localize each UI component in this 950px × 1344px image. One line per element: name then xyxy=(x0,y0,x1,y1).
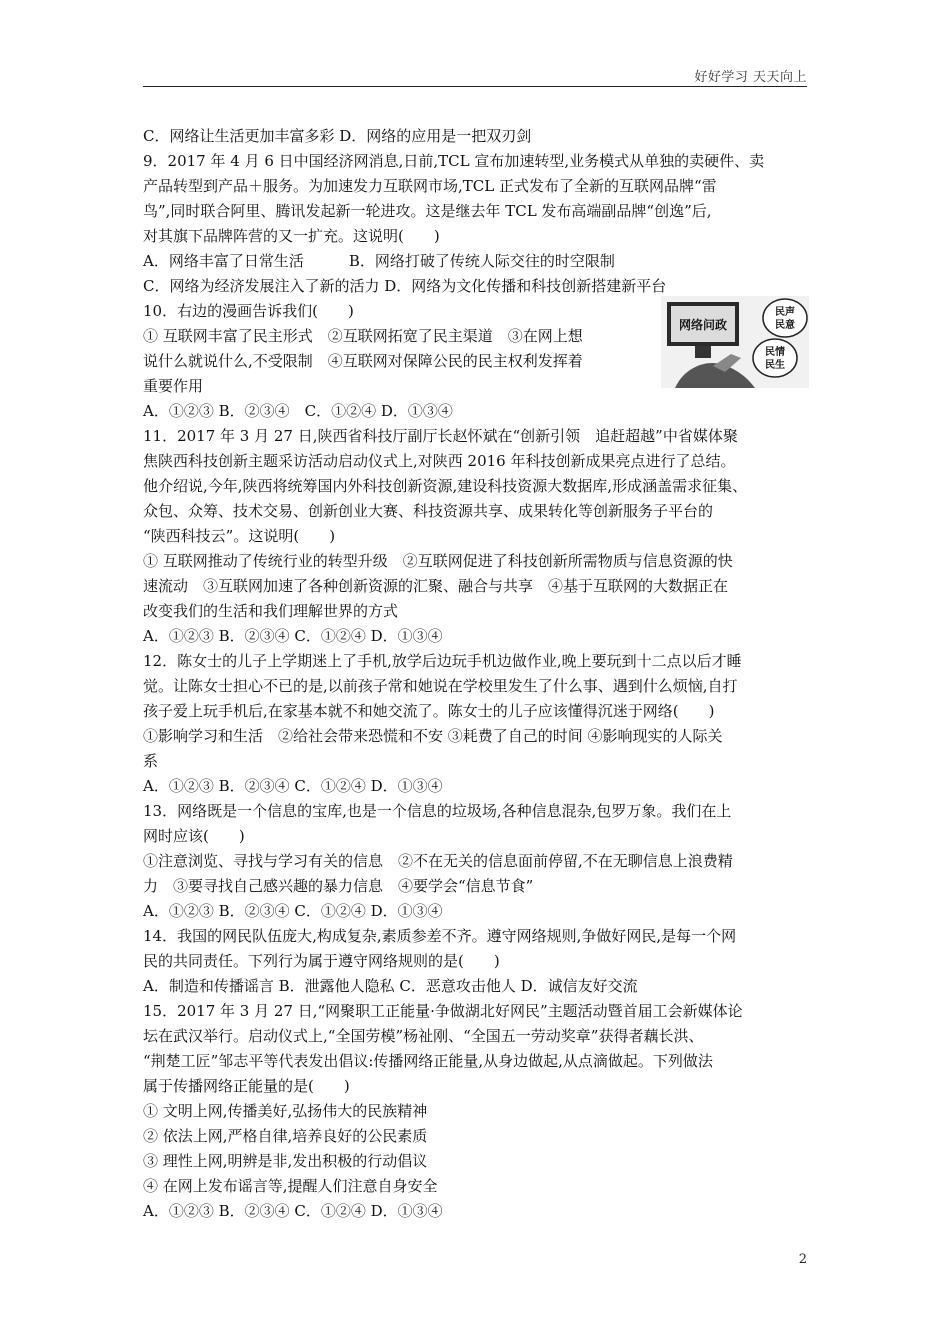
text-line: 11．2017 年 3 月 27 日,陕西省科技厅副厅长赵怀斌在“创新引领 追赶超越”中省媒体聚 xyxy=(143,427,738,445)
cartoon-image xyxy=(661,296,809,388)
text-line: 他介绍说,今年,陕西将统筹国内外科技创新资源,建设科技资源大数据库,形成涵盖需求征集、 xyxy=(143,477,748,495)
text-line: A．①②③ B．②③④ C．①②④ D．①③④ xyxy=(143,777,443,795)
bubble-top-line: 民声 xyxy=(775,307,795,318)
text-line: “荆楚工匠”邹志平等代表发出倡议:传播网络正能量,从身边做起,从点滴做起。下列做法 xyxy=(143,1052,713,1070)
text-line: ① 互联网推动了传统行业的转型升级 ②互联网促进了科技创新所需物质与信息资源的快 xyxy=(143,552,733,570)
text-line: C．网络让生活更加丰富多彩 D．网络的应用是一把双刃剑 xyxy=(143,127,532,145)
text-line: 对其旗下品牌阵营的又一扩充。这说明( ) xyxy=(143,227,440,245)
text-line: ① 互联网丰富了民主形式 ②互联网拓宽了民主渠道 ③在网上想 xyxy=(143,327,583,345)
page-number: 2 xyxy=(798,1252,807,1267)
text-line: 产品转型到产品＋服务。为加速发力互联网市场,TCL 正式发布了全新的互联网品牌“雷 xyxy=(143,177,717,195)
text-line: 众包、众筹、技术交易、创新创业大赛、科技资源共享、成果转化等创新服务子平台的 xyxy=(143,502,714,520)
text-line: 14．我国的网民队伍庞大,构成复杂,素质参差不齐。遵守网络规则,争做好网民,是每一个网 xyxy=(143,927,737,945)
text-line: ② 依法上网,严格自律,培养良好的公民素质 xyxy=(143,1127,428,1145)
text-line: A．制造和传播谣言 B．泄露他人隐私 C．恶意攻击他人 D．诚信友好交流 xyxy=(143,977,638,995)
text-line: 力 ③要寻找自己感兴趣的暴力信息 ④要学会“信息节食” xyxy=(143,877,534,895)
text-line: ①影响学习和生活 ②给社会带来恐慌和不安 ③耗费了自己的时间 ④影响现实的人际关 xyxy=(143,727,723,745)
text-line: C．网络为经济发展注入了新的活力 D．网络为文化传播和科技创新搭建新平台 xyxy=(143,277,667,295)
text-line: 13．网络既是一个信息的宝库,也是一个信息的垃圾场,各种信息混杂,包罗万象。我们在上 xyxy=(143,802,732,820)
bubble-top-line: 民意 xyxy=(775,320,795,331)
text-line: 孩子爱上玩手机后,在家基本就不和她交流了。陈女士的儿子应该懂得沉迷于网络( ) xyxy=(143,702,715,720)
text-line: A．①②③ B．②③④ C．①②④ D．①③④ xyxy=(143,627,443,645)
text-line: 重要作用 xyxy=(143,377,204,395)
text-line: 网时应该( ) xyxy=(143,827,245,845)
text-line: A．①②③ B．②③④ C．①②④ D．①③④ xyxy=(143,902,443,920)
text-line: 鸟”,同时联合阿里、腾讯发起新一轮进攻。这是继去年 TCL 发布高端副品牌“创逸”后, xyxy=(143,202,712,220)
text-line: A．①②③ B．②③④ C．①②④ D．①③④ xyxy=(143,402,453,420)
text-line: 改变我们的生活和我们理解世界的方式 xyxy=(143,602,399,620)
text-line: A．①②③ B．②③④ C．①②④ D．①③④ xyxy=(143,1202,443,1220)
text-line: 属于传播网络正能量的是( ) xyxy=(143,1077,350,1095)
text-line: 速流动 ③互联网加速了各种创新资源的汇聚、融合与共享 ④基于互联网的大数据正在 xyxy=(143,577,729,595)
bubble-bottom-line: 民生 xyxy=(765,360,785,371)
text-line: 15．2017 年 3 月 27 日,“网聚职工正能量·争做湖北好网民”主题活动暨首届工会新媒体论 xyxy=(143,1002,743,1020)
speech-bubble-top xyxy=(763,299,807,337)
document-body xyxy=(143,124,811,1224)
remaining-questions xyxy=(143,399,811,1224)
text-line: 系 xyxy=(143,752,159,770)
text-line: ①注意浏览、寻找与学习有关的信息 ②不在无关的信息面前停留,不在无聊信息上浪费精 xyxy=(143,852,733,870)
text-line: A．网络丰富了日常生活 B．网络打破了传统人际交往的时空限制 xyxy=(143,252,615,270)
text-line: 说什么就说什么,不受限制 ④互联网对保障公民的民主权利发挥着 xyxy=(143,352,583,370)
text-line: 12．陈女士的儿子上学期迷上了手机,放学后边玩手机边做作业,晚上要玩到十二点以后才睡 xyxy=(143,652,742,670)
bubble-bottom-line: 民情 xyxy=(765,347,785,358)
text-line: ① 文明上网,传播美好,弘扬伟大的民族精神 xyxy=(143,1102,428,1120)
speech-bubble-bottom xyxy=(753,339,797,377)
text-line: 9．2017 年 4 月 6 日中国经济网消息,日前,TCL 宣布加速转型,业务模式从单独的卖硬件、卖 xyxy=(143,152,765,170)
text-line: ④ 在网上发布谣言等,提醒人们注意自身安全 xyxy=(143,1177,438,1195)
cartoon-sign-text: 网络问政 xyxy=(678,318,728,332)
text-line: 民的共同责任。下列行为属于遵守网络规则的是( ) xyxy=(143,952,500,970)
question-10-options xyxy=(143,324,653,399)
text-line: 焦陕西科技创新主题采访活动启动仪式上,对陕西 2016 年科技创新成果亮点进行了总结。 xyxy=(143,452,736,470)
text-line: 坛在武汉举行。启动仪式上,“全国劳模”杨祉刚、“全国五一劳动奖章”获得者藕长洪、 xyxy=(143,1027,704,1045)
text-line: 觉。让陈女士担心不已的是,以前孩子常和她说在学校里发生了什么事、遇到什么烦恼,自打 xyxy=(143,677,738,695)
text-line: 10．右边的漫画告诉我们( ) xyxy=(143,302,354,320)
monitor-stand xyxy=(695,346,711,358)
header-rule xyxy=(143,86,807,87)
text-line: “陕西科技云”。这说明( ) xyxy=(143,527,336,545)
page-header-text: 好好学习 天天向上 xyxy=(694,70,807,85)
text-line: ③ 理性上网,明辨是非,发出积极的行动倡议 xyxy=(143,1152,428,1170)
